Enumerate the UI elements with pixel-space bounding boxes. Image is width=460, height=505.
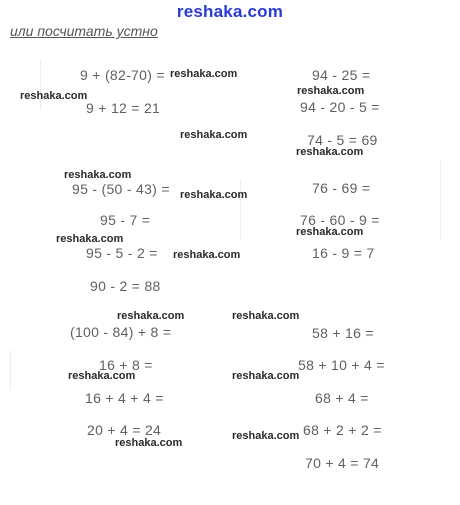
expression-right-6: 16 - 9 = 7: [312, 245, 375, 261]
expression-right-1: 94 - 25 =: [312, 67, 371, 83]
expression-left-3: 95 - (50 - 43) =: [72, 181, 170, 197]
expression-left-6: 90 - 2 = 88: [90, 278, 161, 294]
expression-left-1: 9 + (82-70) =: [80, 67, 165, 83]
expression-right-11: 70 + 4 = 74: [305, 455, 380, 471]
watermark: reshaka.com: [20, 90, 88, 102]
expression-right-3: 74 - 5 = 69: [307, 132, 378, 148]
watermark: reshaka.com: [64, 169, 132, 181]
expression-left-4: 95 - 7 =: [100, 212, 151, 228]
watermark: reshaka.com: [296, 146, 364, 158]
expression-left-5: 95 - 5 - 2 =: [86, 245, 158, 261]
watermark: reshaka.com: [180, 189, 248, 201]
watermark: reshaka.com: [117, 310, 185, 322]
watermark: reshaka.com: [115, 437, 183, 449]
expression-left-10: 20 + 4 = 24: [87, 422, 162, 438]
expression-right-7: 58 + 16 =: [312, 325, 374, 341]
watermark: reshaka.com: [232, 430, 300, 442]
expression-left-2: 9 + 12 = 21: [86, 100, 161, 116]
expression-right-4: 76 - 69 =: [312, 180, 371, 196]
section-heading: или посчитать устно: [10, 23, 158, 39]
watermark: reshaka.com: [232, 370, 300, 382]
expression-left-9: 16 + 4 + 4 =: [85, 390, 164, 406]
scan-line: [440, 160, 441, 240]
watermark: reshaka.com: [173, 249, 241, 261]
watermark: reshaka.com: [297, 85, 365, 97]
watermark: reshaka.com: [56, 233, 124, 245]
expression-right-2: 94 - 20 - 5 =: [300, 99, 380, 115]
site-brand: reshaka.com: [176, 2, 284, 21]
watermark: reshaka.com: [180, 129, 248, 141]
expression-right-9: 68 + 4 =: [315, 390, 369, 406]
watermark: reshaka.com: [232, 310, 300, 322]
watermark: reshaka.com: [68, 370, 136, 382]
expression-right-8: 58 + 10 + 4 =: [298, 357, 385, 373]
scan-line: [40, 60, 41, 110]
expression-right-5: 76 - 60 - 9 =: [300, 212, 380, 228]
expression-left-8: 16 + 8 =: [99, 357, 153, 373]
expression-right-10: 68 + 2 + 2 =: [303, 422, 382, 438]
watermark: reshaka.com: [170, 68, 238, 80]
expression-left-7: (100 - 84) + 8 =: [70, 324, 172, 340]
scan-line: [10, 350, 11, 390]
watermark: reshaka.com: [296, 226, 364, 238]
